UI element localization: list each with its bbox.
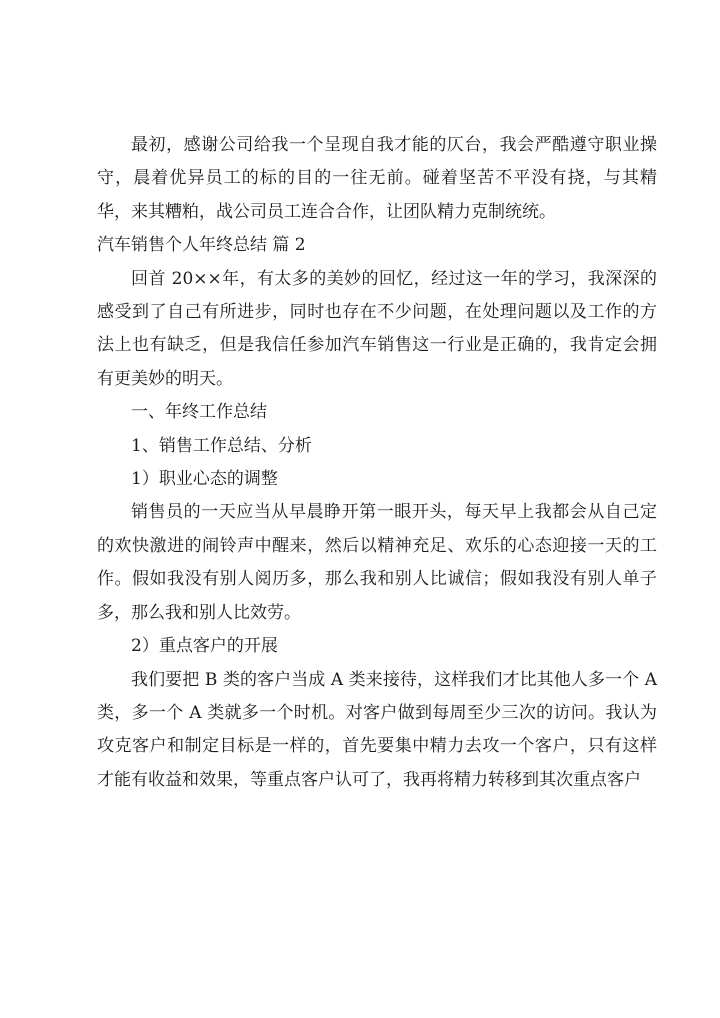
paragraph-key-clients: 我们要把 B 类的客户当成 A 类来接待，这样我们才比其他人多一个 A类，多一个 A 类就多一个时机。对客户做到每周至少三次的访问。我认为攻克客户和制定目标是一样的，首先要集中精力去攻一个客户，只有这样才能有收益和效果，等重点客户认可了，我再将精力转移到其次重点客户 bbox=[97, 669, 657, 790]
document-body bbox=[97, 129, 657, 797]
heading-mindset: 1）职业心态的调整 bbox=[131, 469, 278, 490]
paragraph-mindset: 销售员的一天应当从早晨睁开第一眼开头，每天早上我都会从自己定的欢快激进的闹铃声中醒来，然后以精神充足、欢乐的心态迎接一天的工作。假如我没有别人阅历多，那么我和别人比诚信；假如我没有别人单子多，那么我和别人比效劳。 bbox=[97, 502, 657, 623]
heading-key-clients: 2）重点客户的开展 bbox=[131, 636, 278, 657]
paragraph-review: 回首 20××年，有太多的美妙的回忆，经过这一年的学习，我深深的感受到了自己有所进步，同时也存在不少问题，在处理问题以及工作的方法上也有缺乏，但是我信任参加汽车销售这一行业是正确的，我肯定会拥有更美妙的明天。 bbox=[97, 268, 657, 389]
paragraph-gratitude: 最初，感谢公司给我一个呈现自我才能的仄台，我会严酷遵守职业操守，晨着优异员工的标的目的一往无前。碰着坚苦不平没有挠，与其精华，来其糟粕，战公司员工连合合作，让团队精力克制统统。 bbox=[97, 135, 657, 222]
heading-year-end-summary: 一、年终工作总结 bbox=[131, 402, 267, 423]
heading-sales-analysis: 1、销售工作总结、分析 bbox=[131, 435, 312, 456]
section-title: 汽车销售个人年终总结 篇 2 bbox=[97, 235, 306, 256]
